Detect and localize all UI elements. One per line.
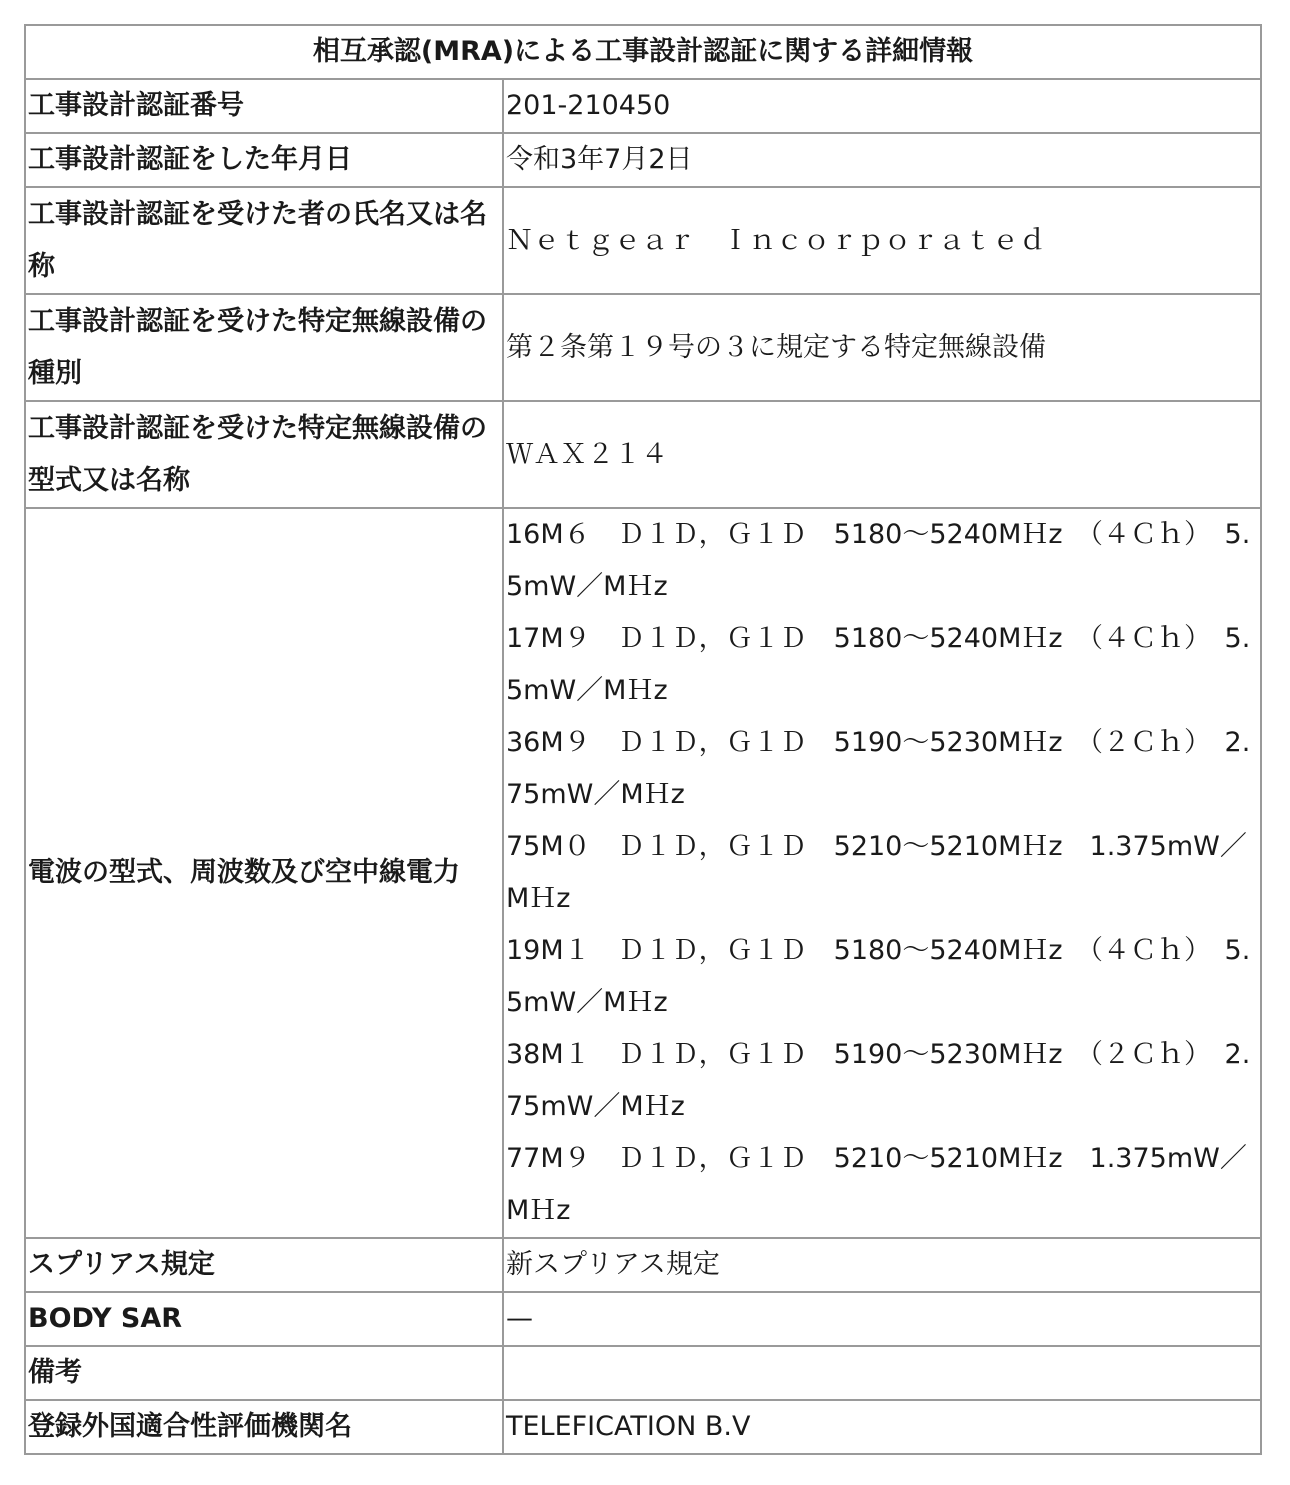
mra-detail-table — [24, 24, 1262, 1455]
model-name-label: 工事設計認証を受けた特定無線設備の型式又は名称 — [25, 401, 503, 508]
row-holder-name — [25, 187, 1261, 294]
spurious-value: 新スプリアス規定 — [503, 1238, 1261, 1292]
spurious-label: スプリアス規定 — [25, 1238, 503, 1292]
emission-line: 17M９ Ｄ１Ｄ，Ｇ１Ｄ 5180～5240MＨz （４Ｃｈ） 5.5mW／MＨz — [506, 623, 1251, 706]
cert-number-label: 工事設計認証番号 — [25, 79, 503, 133]
emission-line: 77M９ Ｄ１Ｄ，Ｇ１Ｄ 5210～5210MＨz 1.375mW／MＨz — [506, 1143, 1247, 1226]
cert-date-label: 工事設計認証をした年月日 — [25, 133, 503, 187]
row-body-sar — [25, 1292, 1261, 1346]
row-cert-date — [25, 133, 1261, 187]
body-sar-label: BODY SAR — [25, 1292, 503, 1346]
holder-name-value: Ｎｅｔｇｅａｒ Ｉｎｃｏｒｐｏｒａｔｅｄ — [503, 187, 1261, 294]
cert-date-value: 令和3年7月2日 — [503, 133, 1261, 187]
row-spurious — [25, 1238, 1261, 1292]
holder-name-label: 工事設計認証を受けた者の氏名又は名称 — [25, 187, 503, 294]
table-title: 相互承認(MRA)による工事設計認証に関する詳細情報 — [25, 25, 1261, 79]
row-assessment-body — [25, 1400, 1261, 1454]
row-equipment-type — [25, 294, 1261, 401]
emission-line: 75M０ Ｄ１Ｄ，Ｇ１Ｄ 5210～5210MＨz 1.375mW／MＨz — [506, 831, 1247, 914]
equipment-type-label: 工事設計認証を受けた特定無線設備の種別 — [25, 294, 503, 401]
emission-line: 38M１ Ｄ１Ｄ，Ｇ１Ｄ 5190～5230MＨz （２Ｃｈ） 2.75mW／MＨz — [506, 1039, 1251, 1122]
assessment-body-value: TELEFICATION B.V — [503, 1400, 1261, 1454]
model-name-value: ＷＡＸ２１４ — [503, 401, 1261, 508]
remarks-value — [503, 1346, 1261, 1400]
row-emissions — [25, 508, 1261, 1238]
row-cert-number — [25, 79, 1261, 133]
body-sar-value: — — [503, 1292, 1261, 1346]
emission-line: 16M６ Ｄ１Ｄ，Ｇ１Ｄ 5180～5240MＨz （４Ｃｈ） 5.5mW／MＨz — [506, 519, 1251, 602]
cert-number-value: 201-210450 — [503, 79, 1261, 133]
emissions-value — [503, 508, 1261, 1238]
equipment-type-value: 第２条第１９号の３に規定する特定無線設備 — [503, 294, 1261, 401]
assessment-body-label: 登録外国適合性評価機関名 — [25, 1400, 503, 1454]
table-title-row — [25, 25, 1261, 79]
emissions-label: 電波の型式、周波数及び空中線電力 — [25, 508, 503, 1238]
emission-line: 36M９ Ｄ１Ｄ，Ｇ１Ｄ 5190～5230MＨz （２Ｃｈ） 2.75mW／MＨz — [506, 727, 1251, 810]
row-model-name — [25, 401, 1261, 508]
emission-line: 19M１ Ｄ１Ｄ，Ｇ１Ｄ 5180～5240MＨz （４Ｃｈ） 5.5mW／MＨz — [506, 935, 1251, 1018]
row-remarks — [25, 1346, 1261, 1400]
remarks-label: 備考 — [25, 1346, 503, 1400]
